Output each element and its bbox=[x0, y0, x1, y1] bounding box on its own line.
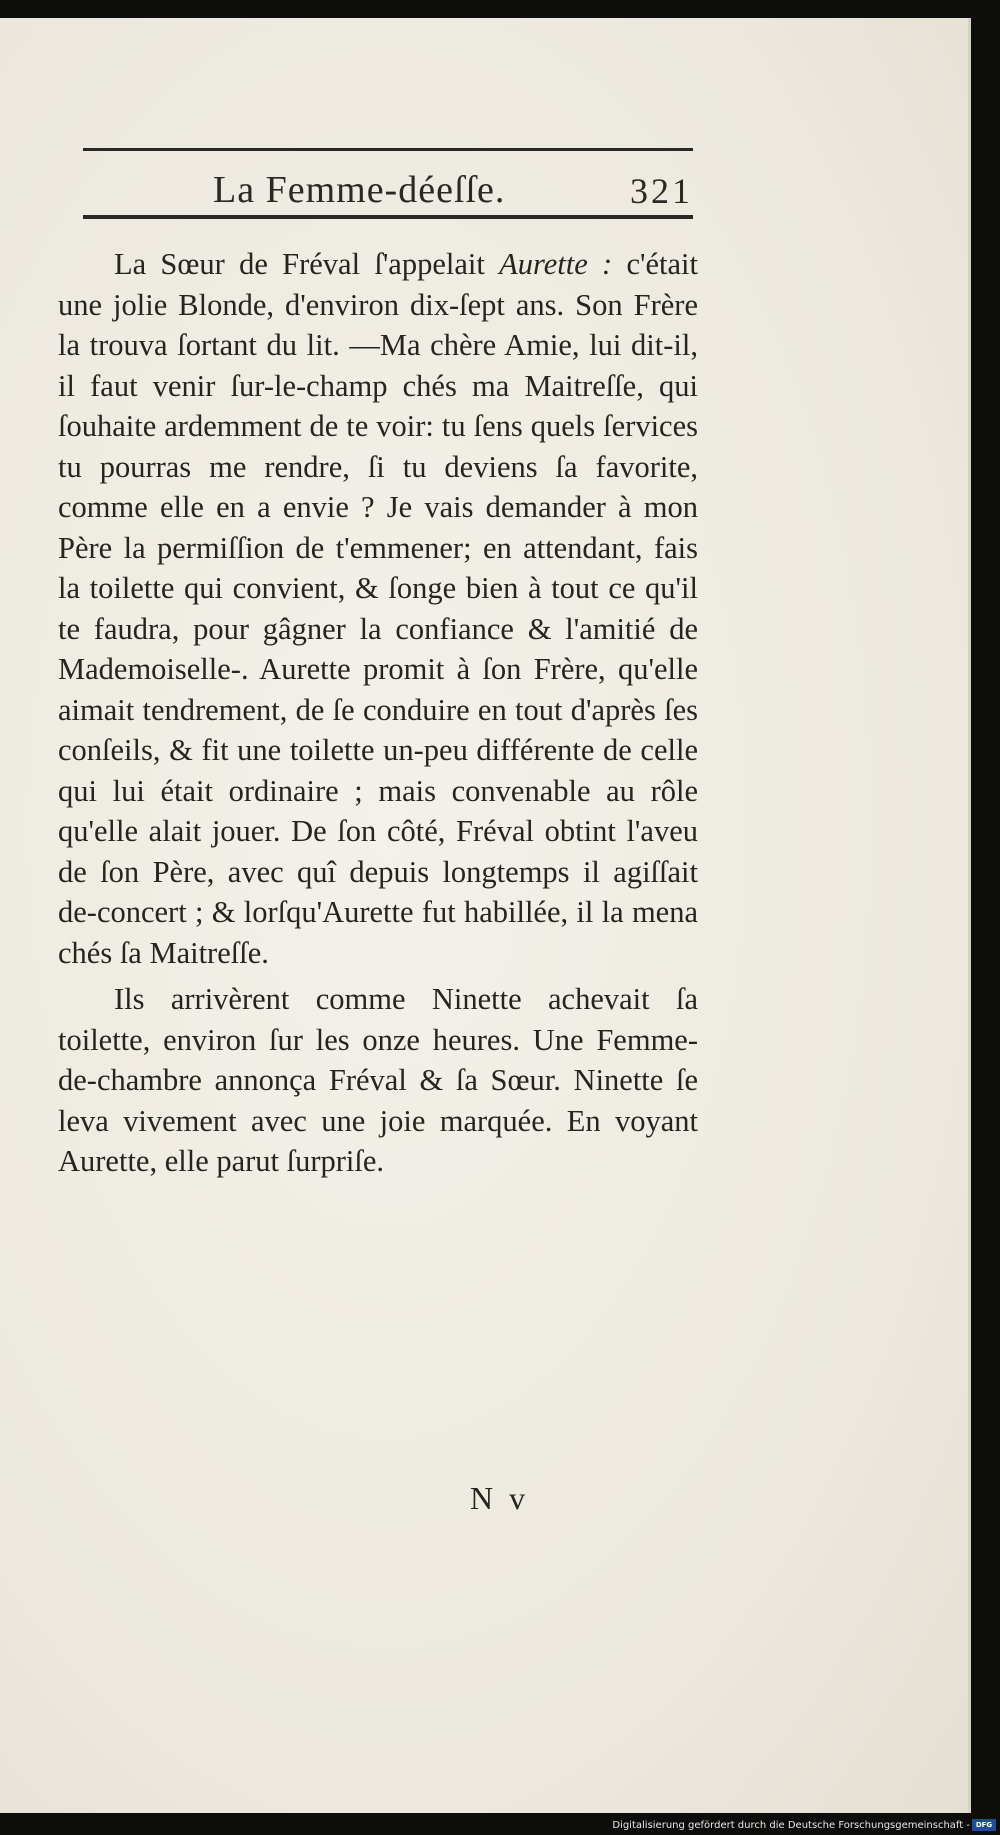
header-rule-top bbox=[83, 148, 693, 151]
header-rule-bottom bbox=[83, 215, 693, 219]
digitization-credit: Digitalisierung gefördert durch die Deutsche Forschungsgemeinschaft - bbox=[612, 1820, 970, 1831]
running-header bbox=[83, 168, 693, 212]
paragraph: Ils arrivèrent comme Ninette achevait ſa toilette, environ ſur les onze heures. Une Femme-de-chambre annonça Fréval & ſa Sœur. Ninette ſe leva vivement avec une joie marquée. En voyant Aurette, elle parut ſurpriſe. bbox=[58, 982, 698, 1178]
paragraph-text: La Sœur de Fréval ſ'appelait bbox=[114, 247, 500, 281]
signature-mark: N v bbox=[470, 1480, 530, 1516]
page-number: 321 bbox=[630, 171, 693, 211]
footer-bar bbox=[0, 1813, 1000, 1835]
paragraph bbox=[58, 244, 698, 973]
running-title: La Femme-déeſſe. bbox=[213, 169, 506, 211]
body-text bbox=[58, 244, 698, 1182]
dfg-logo: DFG bbox=[972, 1819, 996, 1831]
paragraph-text: c'était une jolie Blonde, d'environ dix-ſept ans. Son Frère la trouva ſortant du lit. —Ma chère Amie, lui dit-il, il faut venir ſur-le-champ chés ma Maitreſſe, qui ſouhaite ardemment de te voir: tu ſens quels ſervices tu pourras me rendre, ſi tu deviens ſa favorite, comme elle en a envie ? Je vais demander à mon Père la permiſſion de t'emmener; en attendant, fais la toilette qui convient, & ſonge bien à tout ce qu'il te faudra, pour gâgner la confiance & l'amitié de Mademoiselle-. Aurette promit à ſon Frère, qu'elle aimait tendrement, de ſe conduire en tout d'après ſes conſeils, & fit une toilette un-peu différente de celle qui lui était ordinaire ; mais convenable au rôle qu'elle alait jouer. De ſon côté, Fréval obtint l'aveu de ſon Père, avec quî depuis longtemps il agiſſait de-concert ; & lorſqu'Aurette fut habillée, il la mena chés ſa Maitreſſe. bbox=[58, 247, 699, 970]
italic-name: Aurette : bbox=[499, 247, 613, 281]
book-page bbox=[0, 18, 971, 1813]
